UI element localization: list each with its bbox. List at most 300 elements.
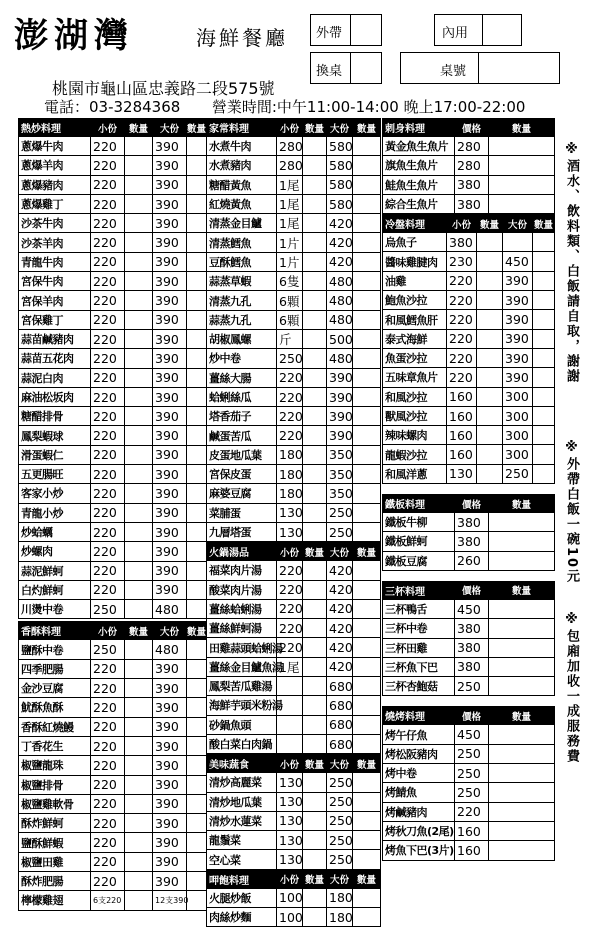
- qty-small-field[interactable]: [477, 291, 503, 310]
- qty-large-field[interactable]: [187, 852, 207, 871]
- qty-small-field[interactable]: [125, 233, 153, 252]
- qty-small-field[interactable]: [303, 503, 327, 522]
- qty-small-field[interactable]: [125, 717, 153, 736]
- price-small: [277, 734, 303, 753]
- qty-large-field[interactable]: [353, 156, 381, 175]
- header-qty: 數量: [353, 119, 381, 137]
- qty-large-field[interactable]: [353, 233, 381, 252]
- qty-small-field[interactable]: [303, 272, 327, 291]
- qty-small-field[interactable]: [477, 252, 503, 271]
- qty-small-field[interactable]: [303, 677, 327, 696]
- soups-table: [206, 542, 381, 754]
- section-title: 熱炒料理: [19, 119, 91, 137]
- qty-small-field[interactable]: [125, 310, 153, 329]
- qty-large-field[interactable]: [353, 175, 381, 194]
- qty-small-field[interactable]: [303, 214, 327, 233]
- qty-large-field[interactable]: [533, 464, 555, 483]
- qty-large-field[interactable]: [353, 407, 381, 426]
- section-title: 三杯料理: [383, 581, 455, 599]
- qty-large-field[interactable]: [187, 561, 207, 580]
- qty-large-field[interactable]: [353, 214, 381, 233]
- qty-small-field[interactable]: [303, 657, 327, 676]
- menu-row: [19, 679, 207, 698]
- qty-large-field[interactable]: [533, 426, 555, 445]
- qty-large-field[interactable]: [353, 349, 381, 368]
- qty-large-field[interactable]: [187, 137, 207, 156]
- qty-large-field[interactable]: [187, 659, 207, 678]
- dish-name: 烏魚子: [383, 233, 447, 252]
- qty-small-field[interactable]: [303, 561, 327, 580]
- qty-field[interactable]: [489, 783, 555, 802]
- dine-in-check[interactable]: [482, 14, 522, 46]
- qty-large-field[interactable]: [353, 465, 381, 484]
- qty-large-field[interactable]: [353, 329, 381, 348]
- qty-large-field[interactable]: [353, 368, 381, 387]
- dish-name: 酥炸肥腸: [19, 871, 91, 890]
- qty-small-field[interactable]: [125, 329, 153, 348]
- qty-small-field[interactable]: [125, 214, 153, 233]
- dish-name: 鐵板鮮蚵: [383, 532, 455, 551]
- qty-small-field[interactable]: [303, 387, 327, 406]
- price-small: 220: [277, 426, 303, 445]
- price-small: 1尾: [277, 175, 303, 194]
- price-small: 220: [447, 368, 477, 387]
- qty-large-field[interactable]: [353, 503, 381, 522]
- qty-large-field[interactable]: [187, 891, 207, 910]
- qty-large-field[interactable]: [353, 252, 381, 271]
- menu-row: [383, 406, 555, 425]
- qty-large-field[interactable]: [353, 638, 381, 657]
- price-small: [277, 677, 303, 696]
- qty-small-field[interactable]: [303, 888, 327, 907]
- qty-large-field[interactable]: [353, 715, 381, 734]
- qty-small-field[interactable]: [125, 426, 153, 445]
- qty-small-field[interactable]: [477, 329, 503, 348]
- menu-row: [207, 407, 381, 426]
- qty-small-field[interactable]: [125, 445, 153, 464]
- qty-large-field[interactable]: [353, 272, 381, 291]
- qty-small-field[interactable]: [303, 580, 327, 599]
- qty-large-field[interactable]: [187, 156, 207, 175]
- price-large: 680: [327, 696, 353, 715]
- qty-small-field[interactable]: [303, 715, 327, 734]
- qty-large-field[interactable]: [353, 734, 381, 753]
- menu-row: [19, 156, 207, 175]
- qty-large-field[interactable]: [187, 542, 207, 561]
- qty-large-field[interactable]: [353, 194, 381, 213]
- qty-small-field[interactable]: [125, 522, 153, 541]
- qty-large-field[interactable]: [187, 503, 207, 522]
- qty-small-field[interactable]: [125, 194, 153, 213]
- qty-small-field[interactable]: [125, 871, 153, 890]
- qty-small-field[interactable]: [125, 272, 153, 291]
- price-small: 280: [277, 137, 303, 156]
- qty-small-field[interactable]: [125, 368, 153, 387]
- price-small: 220: [277, 561, 303, 580]
- qty-field[interactable]: [489, 194, 555, 213]
- qty-small-field[interactable]: [125, 756, 153, 775]
- header-small: 小份: [277, 543, 303, 561]
- qty-small-field[interactable]: [303, 907, 327, 926]
- price-large: 300: [503, 387, 533, 406]
- header-large: 大份: [327, 119, 353, 137]
- qty-field[interactable]: [489, 744, 555, 763]
- qty-large-field[interactable]: [533, 310, 555, 329]
- qty-large-field[interactable]: [187, 871, 207, 890]
- menu-row: [207, 156, 381, 175]
- dish-name: 清蒸九孔: [207, 291, 277, 310]
- qty-large-field[interactable]: [353, 619, 381, 638]
- qty-small-field[interactable]: [125, 465, 153, 484]
- qty-large-field[interactable]: [187, 329, 207, 348]
- qty-large-field[interactable]: [187, 272, 207, 291]
- dish-name: 三杯田雞: [383, 638, 455, 657]
- qty-large-field[interactable]: [353, 599, 381, 618]
- qty-small-field[interactable]: [477, 426, 503, 445]
- qty-small-field[interactable]: [477, 310, 503, 329]
- qty-small-field[interactable]: [303, 349, 327, 368]
- qty-small-field[interactable]: [303, 445, 327, 464]
- qty-large-field[interactable]: [533, 252, 555, 271]
- price-small: 220: [447, 348, 477, 367]
- qty-small-field[interactable]: [303, 252, 327, 271]
- qty-field[interactable]: [489, 657, 555, 676]
- qty-small-field[interactable]: [303, 638, 327, 657]
- qty-small-field[interactable]: [125, 175, 153, 194]
- menu-row: [383, 638, 555, 657]
- dish-name: 丁香花生: [19, 736, 91, 755]
- dish-name: 龍鬚菜: [207, 831, 277, 850]
- qty-field[interactable]: [489, 638, 555, 657]
- qty-small-field[interactable]: [303, 175, 327, 194]
- menu-row: [207, 214, 381, 233]
- qty-small-field[interactable]: [477, 233, 503, 252]
- qty-large-field[interactable]: [187, 310, 207, 329]
- qty-small-field[interactable]: [477, 271, 503, 290]
- qty-field[interactable]: [489, 764, 555, 783]
- qty-small-field[interactable]: [125, 600, 153, 619]
- price-large: 390: [153, 775, 187, 794]
- qty-large-field[interactable]: [533, 387, 555, 406]
- qty-large-field[interactable]: [187, 484, 207, 503]
- qty-small-field[interactable]: [125, 503, 153, 522]
- qty-small-field[interactable]: [303, 291, 327, 310]
- price-large: 580: [327, 156, 353, 175]
- qty-large-field[interactable]: [533, 271, 555, 290]
- qty-large-field[interactable]: [187, 717, 207, 736]
- qty-small-field[interactable]: [125, 542, 153, 561]
- menu-row: [19, 175, 207, 194]
- stirfry-table: [18, 118, 207, 619]
- qty-small-field[interactable]: [125, 814, 153, 833]
- price-large: 390: [153, 407, 187, 426]
- qty-small-field[interactable]: [477, 406, 503, 425]
- price-small: 220: [91, 736, 125, 755]
- qty-large-field[interactable]: [353, 907, 381, 926]
- qty-field[interactable]: [489, 532, 555, 551]
- qty-small-field[interactable]: [303, 329, 327, 348]
- menu-row: [19, 814, 207, 833]
- price-small: 220: [91, 310, 125, 329]
- menu-row: [207, 599, 381, 618]
- qty-field[interactable]: [489, 802, 555, 821]
- qty-small-field[interactable]: [125, 252, 153, 271]
- qty-small-field[interactable]: [303, 465, 327, 484]
- qty-large-field[interactable]: [353, 773, 381, 792]
- dish-name: 蒜苗五花肉: [19, 349, 91, 368]
- qty-large-field[interactable]: [187, 679, 207, 698]
- takeout-check[interactable]: [350, 14, 382, 46]
- menu-row: [383, 291, 555, 310]
- qty-field[interactable]: [489, 175, 555, 194]
- qty-small-field[interactable]: [303, 137, 327, 156]
- price-large: 580: [327, 137, 353, 156]
- qty-large-field[interactable]: [533, 233, 555, 252]
- qty-large-field[interactable]: [187, 522, 207, 541]
- qty-large-field[interactable]: [353, 310, 381, 329]
- menu-row: [19, 407, 207, 426]
- menu-row: [19, 698, 207, 717]
- qty-small-field[interactable]: [303, 484, 327, 503]
- menu-row: [207, 657, 381, 676]
- qty-small-field[interactable]: [303, 310, 327, 329]
- dish-name: 蔥爆雞丁: [19, 194, 91, 213]
- qty-small-field[interactable]: [477, 348, 503, 367]
- dish-name: 龍蝦沙拉: [383, 445, 447, 464]
- qty-large-field[interactable]: [187, 794, 207, 813]
- qty-large-field[interactable]: [187, 736, 207, 755]
- qty-small-field[interactable]: [125, 349, 153, 368]
- menu-row: [19, 891, 207, 910]
- qty-large-field[interactable]: [533, 329, 555, 348]
- price-large: 390: [327, 387, 353, 406]
- qty-small-field[interactable]: [125, 679, 153, 698]
- price-small: 220: [91, 175, 125, 194]
- dish-name: 蔥爆羊肉: [19, 156, 91, 175]
- qty-large-field[interactable]: [187, 368, 207, 387]
- qty-large-field[interactable]: [353, 137, 381, 156]
- price-small: 130: [277, 811, 303, 830]
- qty-large-field[interactable]: [353, 811, 381, 830]
- price-small: 220: [91, 137, 125, 156]
- menu-row: [207, 522, 381, 541]
- qty-small-field[interactable]: [125, 640, 153, 659]
- qty-small-field[interactable]: [125, 484, 153, 503]
- header-large: 大份: [327, 755, 353, 773]
- dish-name: 水煮豬肉: [207, 156, 277, 175]
- qty-large-field[interactable]: [353, 850, 381, 869]
- price-large: 680: [327, 734, 353, 753]
- qty-large-field[interactable]: [353, 387, 381, 406]
- qty-large-field[interactable]: [533, 445, 555, 464]
- menu-row: [207, 638, 381, 657]
- qty-small-field[interactable]: [303, 407, 327, 426]
- qty-large-field[interactable]: [187, 233, 207, 252]
- price-large: 390: [153, 852, 187, 871]
- qty-small-field[interactable]: [303, 599, 327, 618]
- veg-table: [206, 754, 381, 869]
- price: 380: [455, 175, 489, 194]
- dish-name: 火腿炒飯: [207, 888, 277, 907]
- qty-large-field[interactable]: [187, 600, 207, 619]
- price-large: 390: [153, 137, 187, 156]
- qty-large-field[interactable]: [353, 484, 381, 503]
- qty-field[interactable]: [489, 677, 555, 696]
- qty-small-field[interactable]: [303, 696, 327, 715]
- note-self-serve: ※酒水、飲料類、白飯請自取，謝謝: [564, 142, 579, 384]
- qty-large-field[interactable]: [187, 465, 207, 484]
- dish-name: 五更腸旺: [19, 465, 91, 484]
- header-large: 大份: [327, 543, 353, 561]
- qty-small-field[interactable]: [303, 773, 327, 792]
- qty-small-field[interactable]: [125, 291, 153, 310]
- qty-small-field[interactable]: [125, 156, 153, 175]
- dish-name: 宮保羊肉: [19, 291, 91, 310]
- dish-name: 香酥紅燒鰻: [19, 717, 91, 736]
- menu-row: [19, 522, 207, 541]
- qty-large-field[interactable]: [187, 814, 207, 833]
- change-table-field[interactable]: [350, 52, 382, 84]
- qty-small-field[interactable]: [125, 698, 153, 717]
- menu-row: [19, 640, 207, 659]
- qty-small-field[interactable]: [477, 464, 503, 483]
- qty-large-field[interactable]: [353, 291, 381, 310]
- qty-field[interactable]: [489, 619, 555, 638]
- dish-name: 宮保雞丁: [19, 310, 91, 329]
- qty-large-field[interactable]: [353, 792, 381, 811]
- header-qty: 數量: [187, 622, 207, 640]
- qty-small-field[interactable]: [477, 387, 503, 406]
- qty-large-field[interactable]: [533, 348, 555, 367]
- qty-large-field[interactable]: [187, 349, 207, 368]
- price-small: 220: [91, 368, 125, 387]
- qty-field[interactable]: [489, 821, 555, 840]
- price: 450: [455, 725, 489, 744]
- menu-row: [19, 272, 207, 291]
- qty-large-field[interactable]: [187, 407, 207, 426]
- qty-small-field[interactable]: [125, 137, 153, 156]
- qty-small-field[interactable]: [125, 407, 153, 426]
- qty-large-field[interactable]: [353, 657, 381, 676]
- price-large: 480: [327, 349, 353, 368]
- qty-field[interactable]: [489, 551, 555, 570]
- qty-small-field[interactable]: [125, 891, 153, 910]
- qty-small-field[interactable]: [125, 387, 153, 406]
- price-small: 130: [277, 503, 303, 522]
- price-large: 12支390: [153, 891, 187, 910]
- qty-large-field[interactable]: [533, 291, 555, 310]
- qty-small-field[interactable]: [303, 792, 327, 811]
- price-small: 160: [447, 406, 477, 425]
- qty-large-field[interactable]: [353, 696, 381, 715]
- qty-large-field[interactable]: [353, 888, 381, 907]
- qty-small-field[interactable]: [303, 426, 327, 445]
- price-large: 390: [153, 561, 187, 580]
- qty-large-field[interactable]: [187, 387, 207, 406]
- dish-name: 白灼鮮蚵: [19, 580, 91, 599]
- qty-field[interactable]: [489, 725, 555, 744]
- qty-small-field[interactable]: [125, 561, 153, 580]
- qty-small-field[interactable]: [125, 775, 153, 794]
- qty-small-field[interactable]: [125, 736, 153, 755]
- qty-field[interactable]: [489, 599, 555, 618]
- dish-name: 炒螺肉: [19, 542, 91, 561]
- table-no-field[interactable]: [478, 52, 560, 84]
- price-large: 390: [327, 368, 353, 387]
- qty-large-field[interactable]: [187, 833, 207, 852]
- qty-large-field[interactable]: [187, 640, 207, 659]
- qty-large-field[interactable]: [187, 194, 207, 213]
- header-small: 小份: [91, 622, 125, 640]
- header-qty: 數量: [533, 215, 555, 233]
- restaurant-logo: 澎湖灣: [14, 16, 134, 56]
- qty-large-field[interactable]: [187, 291, 207, 310]
- qty-large-field[interactable]: [533, 406, 555, 425]
- qty-large-field[interactable]: [187, 426, 207, 445]
- qty-small-field[interactable]: [125, 833, 153, 852]
- dish-name: 旗魚生魚片: [383, 156, 455, 175]
- price-large: 390: [153, 736, 187, 755]
- qty-small-field[interactable]: [125, 794, 153, 813]
- dish-name: 薑絲大腸: [207, 368, 277, 387]
- price-large: 390: [153, 679, 187, 698]
- qty-small-field[interactable]: [303, 194, 327, 213]
- qty-large-field[interactable]: [353, 677, 381, 696]
- qty-field[interactable]: [489, 137, 555, 156]
- qty-small-field[interactable]: [303, 831, 327, 850]
- qty-large-field[interactable]: [187, 698, 207, 717]
- qty-small-field[interactable]: [303, 522, 327, 541]
- qty-small-field[interactable]: [303, 156, 327, 175]
- qty-large-field[interactable]: [533, 368, 555, 387]
- qty-small-field[interactable]: [303, 233, 327, 252]
- qty-field[interactable]: [489, 841, 555, 860]
- qty-small-field[interactable]: [303, 811, 327, 830]
- qty-field[interactable]: [489, 156, 555, 175]
- qty-large-field[interactable]: [187, 775, 207, 794]
- qty-large-field[interactable]: [187, 756, 207, 775]
- qty-large-field[interactable]: [353, 580, 381, 599]
- qty-small-field[interactable]: [303, 734, 327, 753]
- qty-field[interactable]: [489, 513, 555, 532]
- qty-large-field[interactable]: [187, 445, 207, 464]
- qty-large-field[interactable]: [187, 214, 207, 233]
- price-large: 390: [153, 465, 187, 484]
- qty-small-field[interactable]: [477, 445, 503, 464]
- header-small: 小份: [277, 755, 303, 773]
- qty-large-field[interactable]: [353, 445, 381, 464]
- qty-large-field[interactable]: [187, 580, 207, 599]
- qty-small-field[interactable]: [125, 580, 153, 599]
- dish-name: 炒蛤蠣: [19, 522, 91, 541]
- qty-large-field[interactable]: [353, 426, 381, 445]
- qty-large-field[interactable]: [353, 561, 381, 580]
- price-small: 220: [91, 833, 125, 852]
- qty-small-field[interactable]: [125, 659, 153, 678]
- qty-small-field[interactable]: [303, 368, 327, 387]
- qty-small-field[interactable]: [125, 852, 153, 871]
- price-small: 130: [277, 792, 303, 811]
- menu-row: [207, 696, 381, 715]
- qty-large-field[interactable]: [187, 175, 207, 194]
- qty-small-field[interactable]: [477, 368, 503, 387]
- qty-large-field[interactable]: [353, 831, 381, 850]
- qty-small-field[interactable]: [303, 850, 327, 869]
- qty-small-field[interactable]: [303, 619, 327, 638]
- price-large: 390: [153, 522, 187, 541]
- qty-large-field[interactable]: [353, 522, 381, 541]
- qty-large-field[interactable]: [187, 252, 207, 271]
